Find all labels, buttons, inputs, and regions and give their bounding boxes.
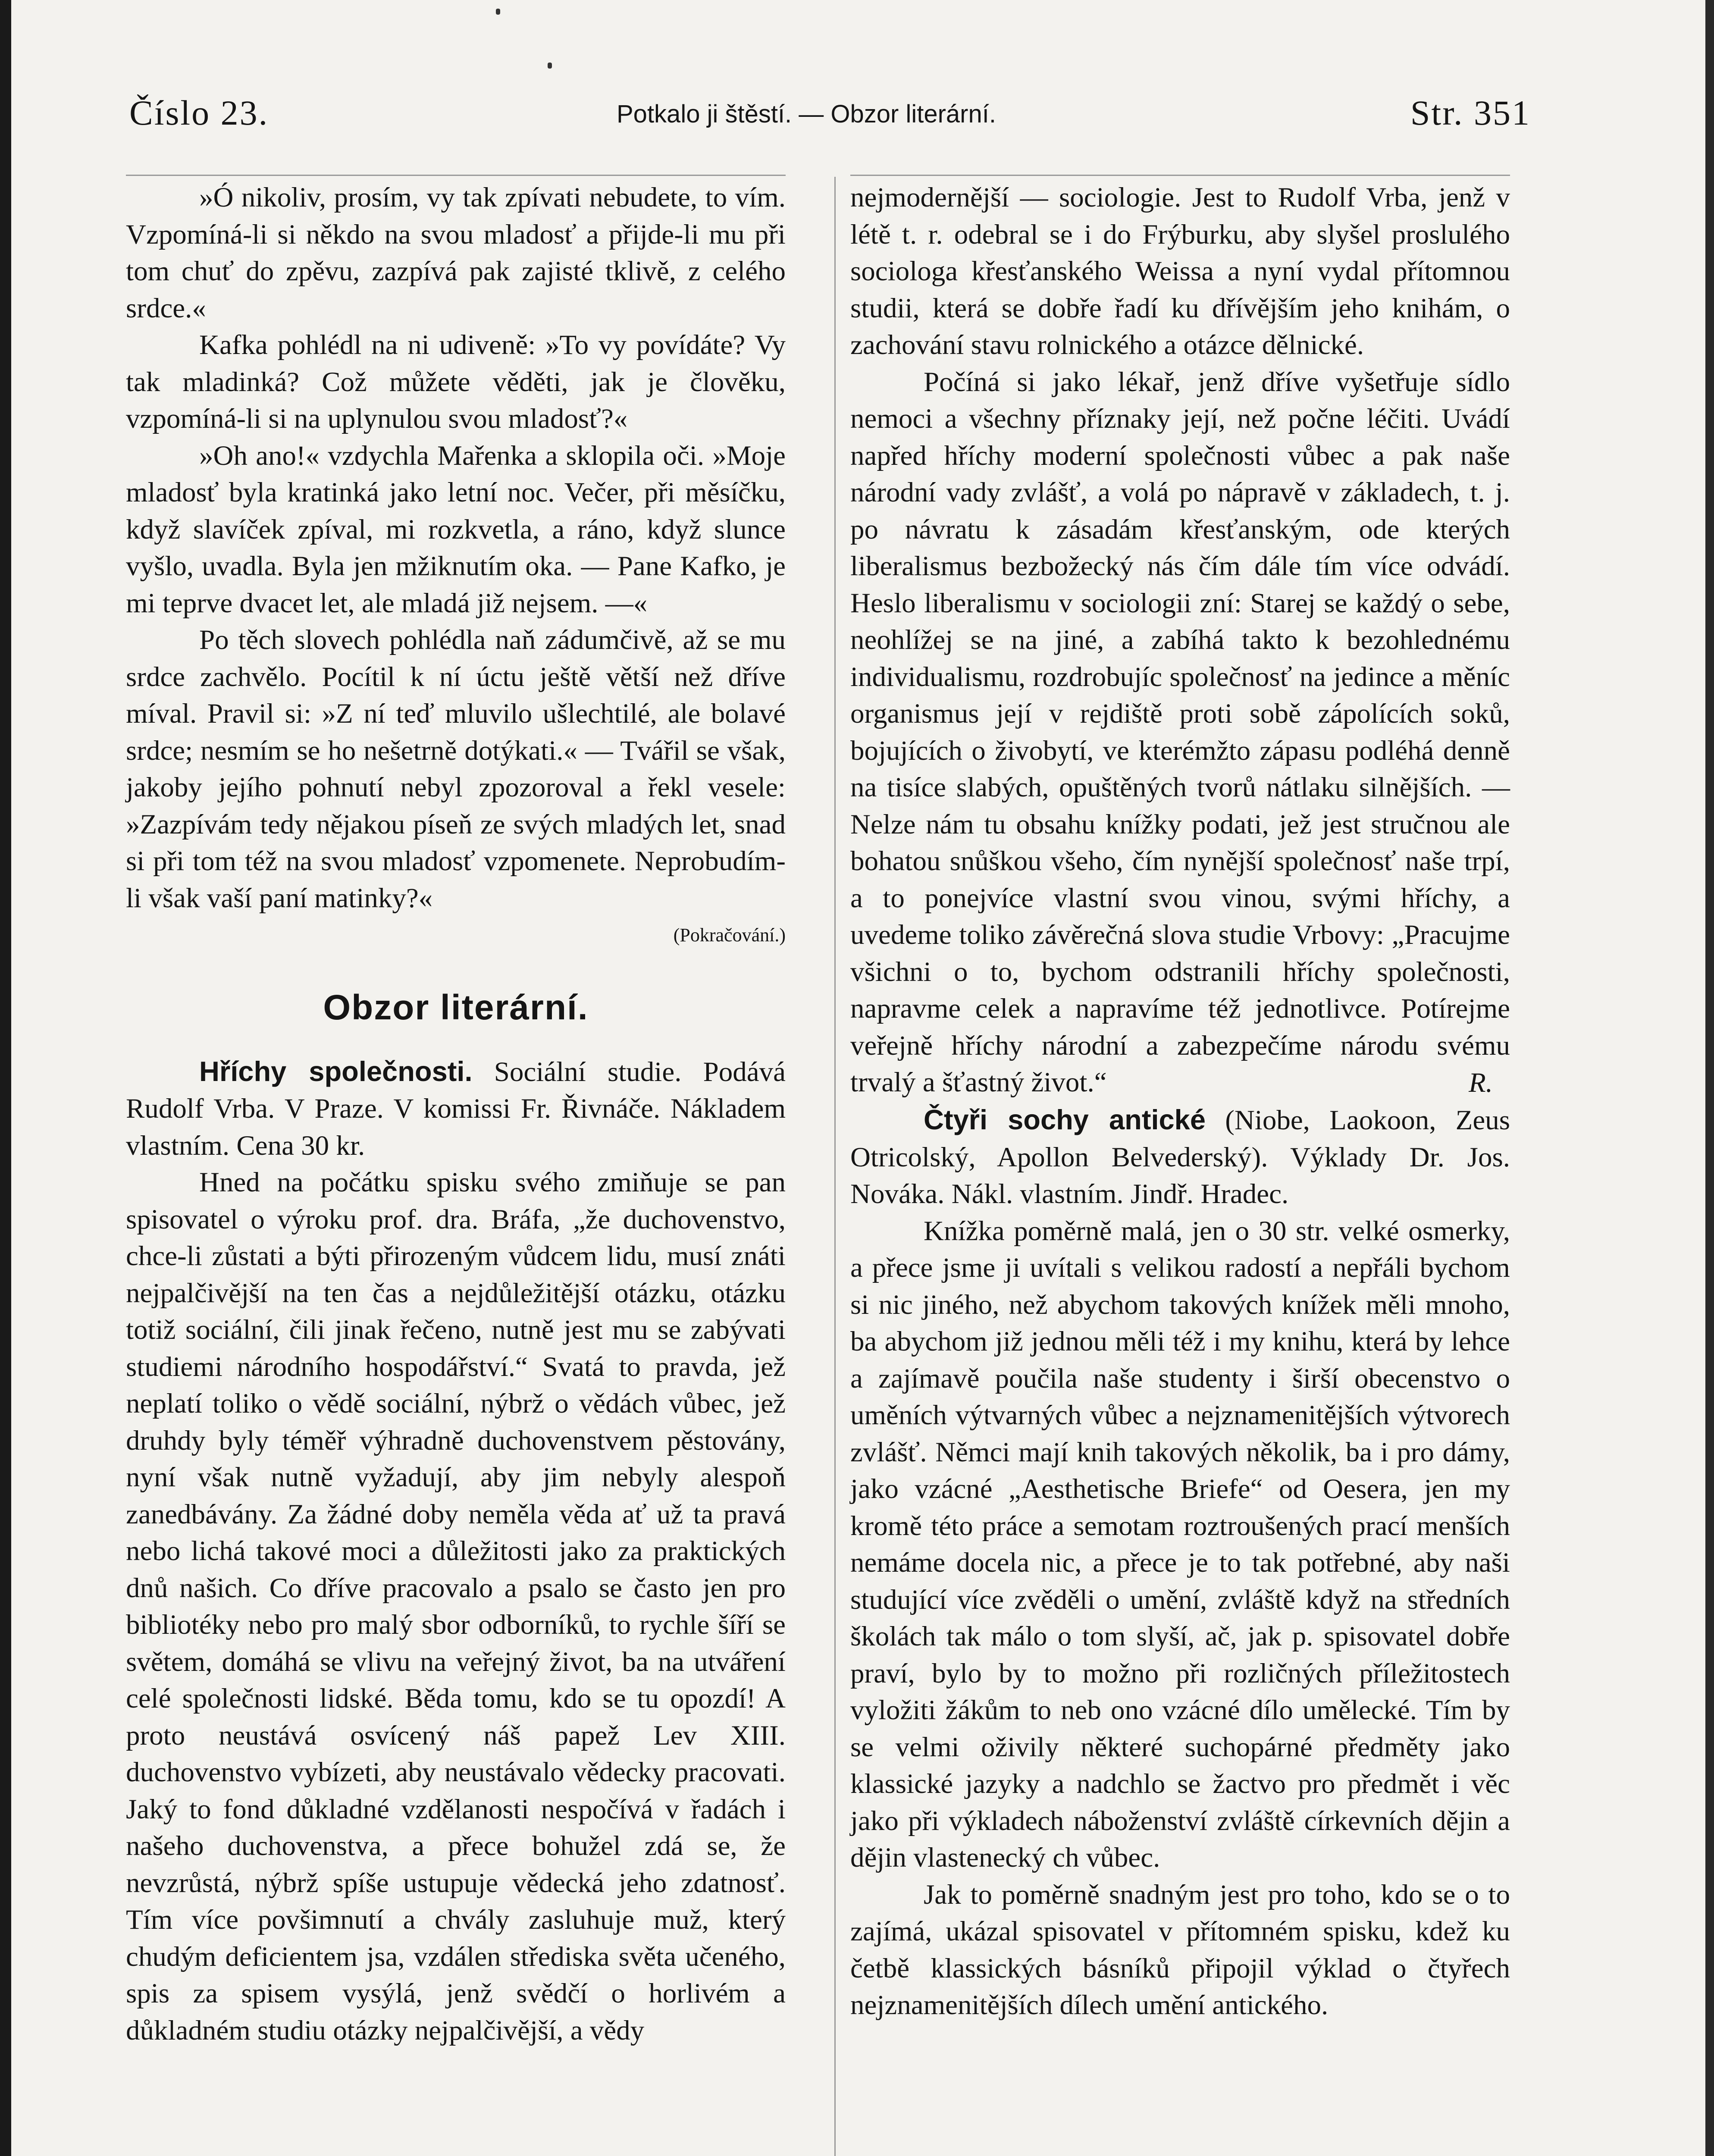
review-signature: R.	[1469, 1067, 1493, 1098]
review-header	[850, 1101, 1510, 1213]
scan-border-left	[0, 0, 11, 2156]
scan-speck	[496, 9, 500, 15]
story-paragraph: »Oh ano!« vzdychla Mařenka a sklopila oči. »Moje mladosť byla kratinká jako letní noc. Večer, při měsíčku, když slavíček zpíval, mi rozkvetla, a ráno, když slunce vyšlo, uvadla. Byla jen mžiknutím oka. — Pane Kafko, je mi teprve dvacet let, ale mladá již nejsem. —«	[126, 440, 786, 619]
review-title: Čtyři sochy antické	[924, 1104, 1206, 1135]
review-details: (Niobe, Laokoon, Zeus Otricolský, Apollon Belvederský). Výklady Dr. Jos. Nováka. Nákl. vlastním. Jindř. Hradec.	[850, 1105, 1510, 1210]
review-paragraph: nejmodernější — sociologie. Jest to Rudolf Vrba, jenž v létě t. r. odebral se i do Frýburku, aby slyšel proslulého sociologa křesťanského Weissa a nyní vydal přítomnou studii, která se dobře řadí ku dřívějším jeho knihám, o zachování stavu rolnického a otázce dělnické.	[850, 182, 1510, 360]
column-divider	[834, 177, 836, 2156]
review-header	[126, 1053, 786, 1165]
right-column	[850, 175, 1510, 2024]
running-header	[129, 93, 1531, 140]
page-number: Str. 351	[1410, 93, 1531, 132]
review-title: Hříchy společnosti.	[199, 1055, 473, 1087]
continuation-note: (Pokračování.)	[673, 924, 786, 946]
story-paragraph: Po těch slovech pohlédla naň zádumčivě, až se mu srdce zachvělo. Pocítil k ní úctu ještě větší než dříve míval. Pravil si: »Z ní teď mluvilo ušlechtilé, ale bolavé srdce; nesmím se ho nešetrně dotýkati.« — Tvářil se však, jakoby jejího pohnutí nebyl zpozoroval a řekl vesele: »Zazpívám tedy nějakou píseň ze svých mladých let, snad si při tom též na svou mladosť vzpomenete. Neprobudím-li však vaší paní matinky?«	[126, 624, 786, 914]
review-details: Sociální studie. Podává Rudolf Vrba. V Praze. V komissi Fr. Řivnáče. Nákladem vlastním. Cena 30 kr.	[126, 1056, 786, 1161]
story-paragraph: Kafka pohlédl na ni udiveně: »To vy povídáte? Vy tak mladinká? Což můžete věděti, jak je člověku, vzpomíná-li si na uplynulou svou mladosť?«	[126, 329, 786, 434]
left-column	[126, 175, 786, 2049]
review-paragraph: Knížka poměrně malá, jen o 30 str. velké osmerky, a přece jsme ji uvítali s velikou radostí a nepřáli bychom si nic jiného, než abychom takových knížek měli mnoho, ba abychom již jednou měli též i my knihu, která by lehce a zajímavě poučila naše studenty i širší obecenstvo o uměních výtvarných vůbec a nejznamenitějších výtvorech zvlášť. Němci mají knih takových několik, ba i pro dámy, jako vzácné „Aesthetische Briefe“ od Oesera, jen my kromě této práce a semotam roztroušených prací menších nemáme docela nic, a přece je to tak potřebné, aby naši studující více zvěděli o umění, zvláště když na středních školách tak málo o tom slyší, ač, jak p. spisovatel dobře praví, bylo by to možno při rozličných příležitostech vyložiti žákům to neb ono vzácné dílo umělecké. Tím by se velmi oživily některé suchopárné předměty jako klassické jazyky a nadchlo se žactvo pro předmět i věc jako při výkladech náboženství zvláště církevních dějin a dějin vlastenecký ch vůbec.	[850, 1215, 1510, 1873]
story-paragraph: »Ó nikoliv, prosím, vy tak zpívati nebudete, to vím. Vzpomíná-li si někdo na svou mladosť a přijde-li mu při tom chuť do zpěvu, zazpívá pak zajisté tklivě, z celého srdce.«	[126, 182, 786, 324]
scan-border-right	[1705, 0, 1714, 2156]
review-paragraph: Hned na počátku spisku svého zmiňuje se pan spisovatel o výroku prof. dra. Bráfa, „že duchovenstvo, chce-li zůstati a býti přirozeným vůdcem lidu, musí znáti nejpalčivější na ten čas a nejdůležitější otázku, otázku totiž sociální, čili jinak řečeno, nutně jest mu se zabývati studiemi národního hospodářství.“ Svatá to pravda, jež neplatí toliko o vědě sociální, nýbrž o vědách vůbec, jež druhdy byly téměř výhradně duchovenstvem pěstovány, nyní však nutně vyžadují, aby jim nebyly alespoň zanedbávány. Za žádné doby neměla věda ať už ta pravá nebo lichá takové moci a důležitosti jako za praktických dnů našich. Co dříve pracovalo a psalo se často jen pro bibliotéky nebo pro malý sbor odborníků, to rychle šíří se světem, domáhá se vlivu na veřejný život, ba na utváření celé společnosti lidské. Běda tomu, kdo se tu opozdí! A proto neustává osvícený náš papež Lev XIII. duchovenstvo vybízeti, aby neustávalo vědecky pracovati. Jaký to fond důkladné vzdělanosti nespočívá v řadách i našeho duchovenstva, a přece bohužel zdá se, že nevzrůstá, nýbrž spíše ustupuje vědecká jeho zdatnosť. Tím více povšimnutí a chvály zasluhuje muž, který chudým deficientem jsa, vzdálen střediska světa učeného, spis za spisem vysýlá, jenž svědčí o horlivém a důkladném studiu otázky nejpalčivější, a vědy	[126, 1167, 786, 2046]
running-title: Potkalo ji štěstí. — Obzor literární.	[617, 100, 996, 128]
continuation-line	[126, 917, 786, 954]
review-paragraph: Počíná si jako lékař, jenž dříve vyšetřuje sídlo nemoci a všechny příznaky její, než počne léčiti. Uvádí napřed hříchy moderní společnosti vůbec a pak naše národní vady zvlášť, a volá po nápravě v základech, t. j. po návratu k zásadám křesťanským, ode kterých liberalismus bezbožecký nás čím dále tím více odvádí. Heslo liberalismu v sociologii zní: Starej se každý o sebe, neohlížej se na jiné, a zabíhá takto k bezohlednému individualismu, rozdrobujíc společnosť na jedince a měníc organismus její v rejdiště proti sobě zápolících soků, bojujících o živobytí, ve kterémžto zápasu podléhá denně na tisíce slabých, opuštěných tvorů nátlaku silnějších. — Nelze nám tu obsahu knížky podati, jež jest stručnou ale bohatou snůškou všeho, čím nynější společnosť naše trpí, a to ponejvíce vlastní svou vinou, svými hříchy, a uvedeme toliko závěrečná slova studie Vrbovy: „Pracujme všichni o to, bychom odstranili hříchy společnosti, napravme celek a napravíme též jednotlivce. Potírejme veřejně hříchy národní a zabezpečíme národu svému trvalý a šťastný život.“	[850, 366, 1510, 1098]
issue-number: Číslo 23.	[129, 93, 269, 132]
section-heading: Obzor literární.	[323, 987, 589, 1027]
header-rule-right	[850, 175, 1510, 176]
scan-speck	[548, 63, 552, 69]
header-rule-left	[126, 175, 786, 176]
review-paragraph: Jak to poměrně snadným jest pro toho, kdo se o to zajímá, ukázal spisovatel v přítomném spisku, kdež ku četbě klassických básníků připojil výklad o čtyřech nejznamenitějších dílech umění antického.	[850, 1879, 1510, 2021]
